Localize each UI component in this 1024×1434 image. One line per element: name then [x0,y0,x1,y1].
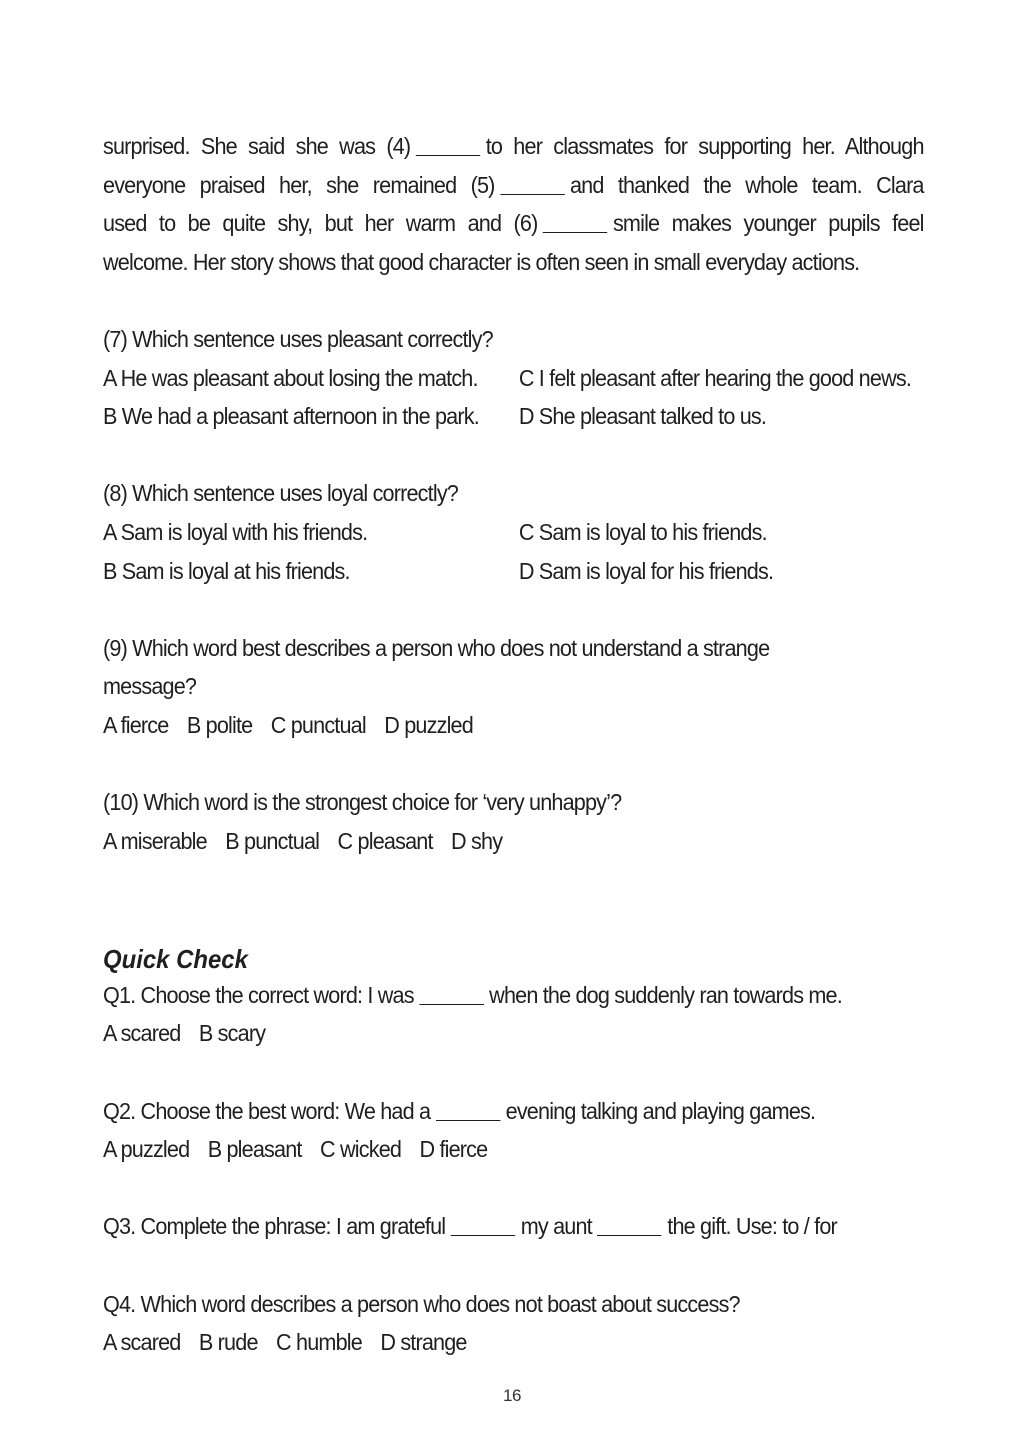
option-b: B polite [186,711,253,738]
option-b: B Sam is loyal at his friends. [103,557,350,584]
option-c: C wicked [320,1136,402,1163]
option-c: C humble [276,1329,362,1356]
q1-text: when the dog suddenly ran towards me. [489,981,842,1008]
option-a: A scared [103,1020,181,1047]
option-c: C punctual [270,711,366,738]
q1-options [103,1014,924,1053]
q4-options [103,1323,924,1362]
question-7-options-row-2 [103,397,924,436]
answer-blank-q2 [436,1100,500,1121]
passage-text: everyone praised her, she remained (5) [103,171,495,198]
option-d: D puzzled [384,711,473,738]
q1-text: Q1. Choose the correct word: I was [103,981,414,1008]
q3-text: Q3. Complete the phrase: I am grateful [103,1213,446,1240]
option-c: C pleasant [337,827,433,854]
passage-text: to her classmates for supporting her. Although [485,133,924,159]
answer-blank-4 [416,135,480,156]
option-a: A fierce [103,711,169,738]
answer-blank-q3a [451,1215,515,1236]
option-d: D strange [380,1329,467,1356]
option-b: B punctual [225,827,320,854]
question-9-prompt: (9) Which word best describes a person who does not understand a strange [103,634,770,661]
question-8-options-row-1 [103,513,924,552]
question-7-options-row-1 [103,359,924,398]
option-b: B scary [198,1020,266,1047]
question-10-options [103,822,924,861]
question-9-prompt-cont: message? [103,673,197,700]
option-a: A He was pleasant about losing the match. [103,364,478,391]
question-8-prompt: (8) Which sentence uses loyal correctly? [103,480,459,507]
passage-line-1 [103,127,924,166]
q2-options [103,1130,924,1169]
option-d: D Sam is loyal for his friends. [518,557,774,584]
option-b: B We had a pleasant afternoon in the park. [103,403,479,430]
option-d: D She pleasant talked to us. [518,403,767,430]
option-b: B rude [198,1329,258,1356]
passage-line-4: welcome. Her story shows that good character is often seen in small everyday actions. [103,248,860,275]
q3-prompt [103,1207,924,1246]
option-a: A scared [103,1329,181,1356]
q3-text: my aunt [520,1213,592,1240]
answer-blank-5 [500,174,564,195]
q2-prompt [103,1092,924,1131]
worksheet-content [103,127,924,1362]
passage-line-2 [103,166,924,205]
answer-blank-q3b [597,1215,661,1236]
passage-text: surprised. She said she was (4) [103,133,411,159]
option-d: D shy [451,827,503,854]
page-number: 16 [503,1386,521,1405]
option-d: D fierce [419,1136,488,1163]
passage-text: used to be quite shy, but her warm and (6) [103,210,538,237]
q4-prompt: Q4. Which word describes a person who does not boast about success? [103,1290,740,1317]
option-a: A miserable [103,827,207,854]
answer-blank-q1 [419,984,483,1005]
answer-blank-6 [543,212,607,233]
q1-prompt [103,976,924,1015]
question-9-options [103,706,924,745]
q2-text: Q2. Choose the best word: We had a [103,1097,431,1124]
option-c: C Sam is loyal to his friends. [518,518,767,545]
option-c: C I felt pleasant after hearing the good news. [518,364,912,391]
option-b: B pleasant [207,1136,302,1163]
option-a: A puzzled [103,1136,190,1163]
quick-check-title: Quick Check [103,944,248,975]
q3-text: the gift. Use: to / for [667,1213,837,1240]
question-7-prompt: (7) Which sentence uses pleasant correctly? [103,325,493,352]
option-a: A Sam is loyal with his friends. [103,518,368,545]
question-8-options-row-2 [103,552,924,591]
passage-line-3 [103,204,924,243]
passage-text: smile makes younger pupils feel [612,210,924,237]
question-10-prompt: (10) Which word is the strongest choice for ‘very unhappy’? [103,789,622,816]
passage-text: and thanked the whole team. Clara [569,171,924,198]
q2-text: evening talking and playing games. [505,1097,816,1124]
